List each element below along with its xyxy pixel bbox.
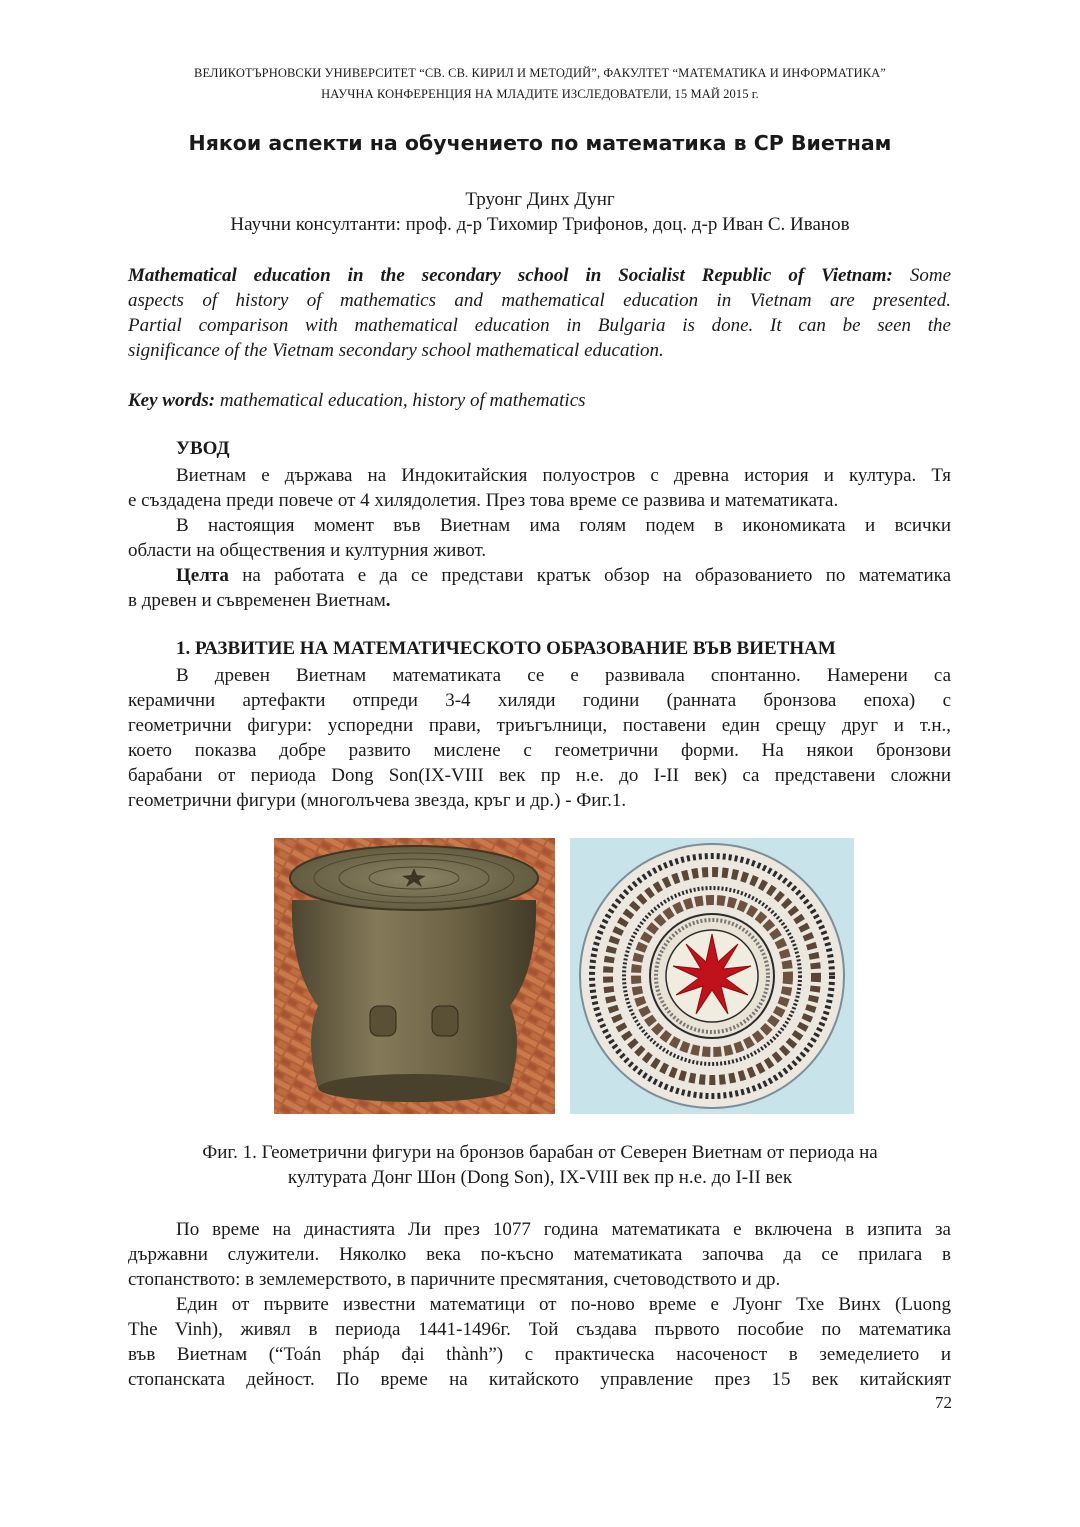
bronze-drum-illustration xyxy=(274,838,555,1114)
abstract-text-1: Some xyxy=(909,265,951,286)
intro-section xyxy=(128,463,951,613)
continuation-line: стопанската дейност. По време на китайското управление през 15 век китайският xyxy=(128,1369,951,1390)
keywords-label: Key words: xyxy=(128,390,216,411)
abstract-text-4: significance of the Vietnam secondary school mathematical education. xyxy=(128,340,664,361)
section1-line: геометрични фигури: успоредни прави, триъгълници, поставени един срещу друг и т.н., xyxy=(128,715,951,736)
figure-caption xyxy=(0,1140,1080,1190)
intro-p2-line1: В настоящия момент във Виетнам има голям подем в икономиката и всички xyxy=(176,515,951,536)
conference-header-line1: ВЕЛИКОТЪРНОВСКИ УНИВЕРСИТЕТ “СВ. СВ. КИРИЛ И МЕТОДИЙ”, ФАКУЛТЕТ “МАТЕМАТИКА И ИНФОРМАТИКА” xyxy=(194,66,886,80)
paper-title: Някои аспекти на обучението по математика в СР Виетнам xyxy=(188,131,892,155)
intro-p1-line1: Виетнам е държава на Индокитайския полуостров с древна история и култура. Тя xyxy=(176,465,951,486)
continuation-line: стопанството: в землемерството, в паричните пресмятания, счетоводството и др. xyxy=(128,1269,781,1290)
conference-header-line2: НАУЧНА КОНФЕРЕНЦИЯ НА МЛАДИТЕ ИЗСЛЕДОВАТЕЛИ, 15 МАЙ 2015 г. xyxy=(321,87,759,101)
intro-p3-line1: на работата е да се представи кратък обзор на образованието по математика xyxy=(242,565,952,586)
bronze-drum-photo xyxy=(274,838,555,1114)
figure-caption-line1: Фиг. 1. Геометрични фигури на бронзов барабан от Северен Виетнам от периода на xyxy=(202,1142,878,1163)
section1-line: керамични артефакти отпреди 3-4 хиляди години (ранната бронзова епоха) с xyxy=(128,690,951,711)
figure-caption-line2: културата Донг Шон (Dong Son), IX-VIII век пр н.е. до I-II век xyxy=(287,1167,793,1188)
abstract-text-2: aspects of history of mathematics and mathematical education in Vietnam are presented. xyxy=(128,290,951,311)
section1-line: геометрични фигури (многолъчева звезда, кръг и др.) - Фиг.1. xyxy=(128,790,627,811)
abstract-title: Mathematical education in the secondary school in Socialist Republic of Vietnam: xyxy=(128,265,893,286)
section1-line: В древен Виетнам математиката се е развивала спонтанно. Намерени са xyxy=(176,665,951,686)
intro-p2-line2: области на обществения и културния живот. xyxy=(128,540,487,561)
page-number: 72 xyxy=(935,1393,952,1412)
intro-p3-line2: в древен и съвременен Виетнам xyxy=(128,590,386,611)
intro-p1-line2: е създадена преди повече от 4 хилядолетия. През това време се развива и математиката. xyxy=(128,490,839,511)
continuation-line: Един от първите известни математици от по-ново време е Луонг Тхе Винх (Luong xyxy=(176,1294,951,1315)
keywords-text: mathematical education, history of mathematics xyxy=(219,390,586,411)
section1-heading: 1. РАЗВИТИЕ НА МАТЕМАТИЧЕСКОТО ОБРАЗОВАНИЕ ВЪВ ВИЕТНАМ xyxy=(176,638,836,659)
continuation-line: във Виетнам (“Toán pháp đại thành”) с практическа насоченост в земеделието и xyxy=(128,1344,951,1365)
intro-goal-bold: Целта xyxy=(176,565,229,586)
section1-line: което показва добре развито мислене с геометрични форми. На някои бронзови xyxy=(128,740,951,761)
section1-line: барабани от периода Dong Son(IX-VIII век пр н.е. до I-II век) са представени сложни xyxy=(128,765,951,786)
section1-body xyxy=(128,663,951,813)
intro-heading: УВОД xyxy=(176,438,230,459)
scientific-consultants: Научни консултанти: проф. д-р Тихомир Трифонов, доц. д-р Иван С. Иванов xyxy=(230,214,850,235)
continuation-line: The Vinh), живял в периода 1441-1496г. Той създава първото пособие по математика xyxy=(128,1319,951,1340)
continuation-line: По време на династията Ли през 1077 година математиката е включена в изпита за xyxy=(176,1219,951,1240)
keywords xyxy=(128,388,951,413)
author-name: Труонг Динх Дунг xyxy=(465,189,615,210)
continuation-line: държавни служители. Няколко века по-късно математиката започва да се прилага в xyxy=(128,1244,951,1265)
intro-p3-dot: . xyxy=(385,590,391,611)
drum-face-illustration xyxy=(570,838,854,1114)
abstract xyxy=(128,263,951,363)
abstract-text-3: Partial comparison with mathematical education in Bulgaria is done. It can be seen the xyxy=(128,315,951,336)
continuation-body xyxy=(128,1217,951,1392)
drum-face-pattern xyxy=(570,838,854,1114)
